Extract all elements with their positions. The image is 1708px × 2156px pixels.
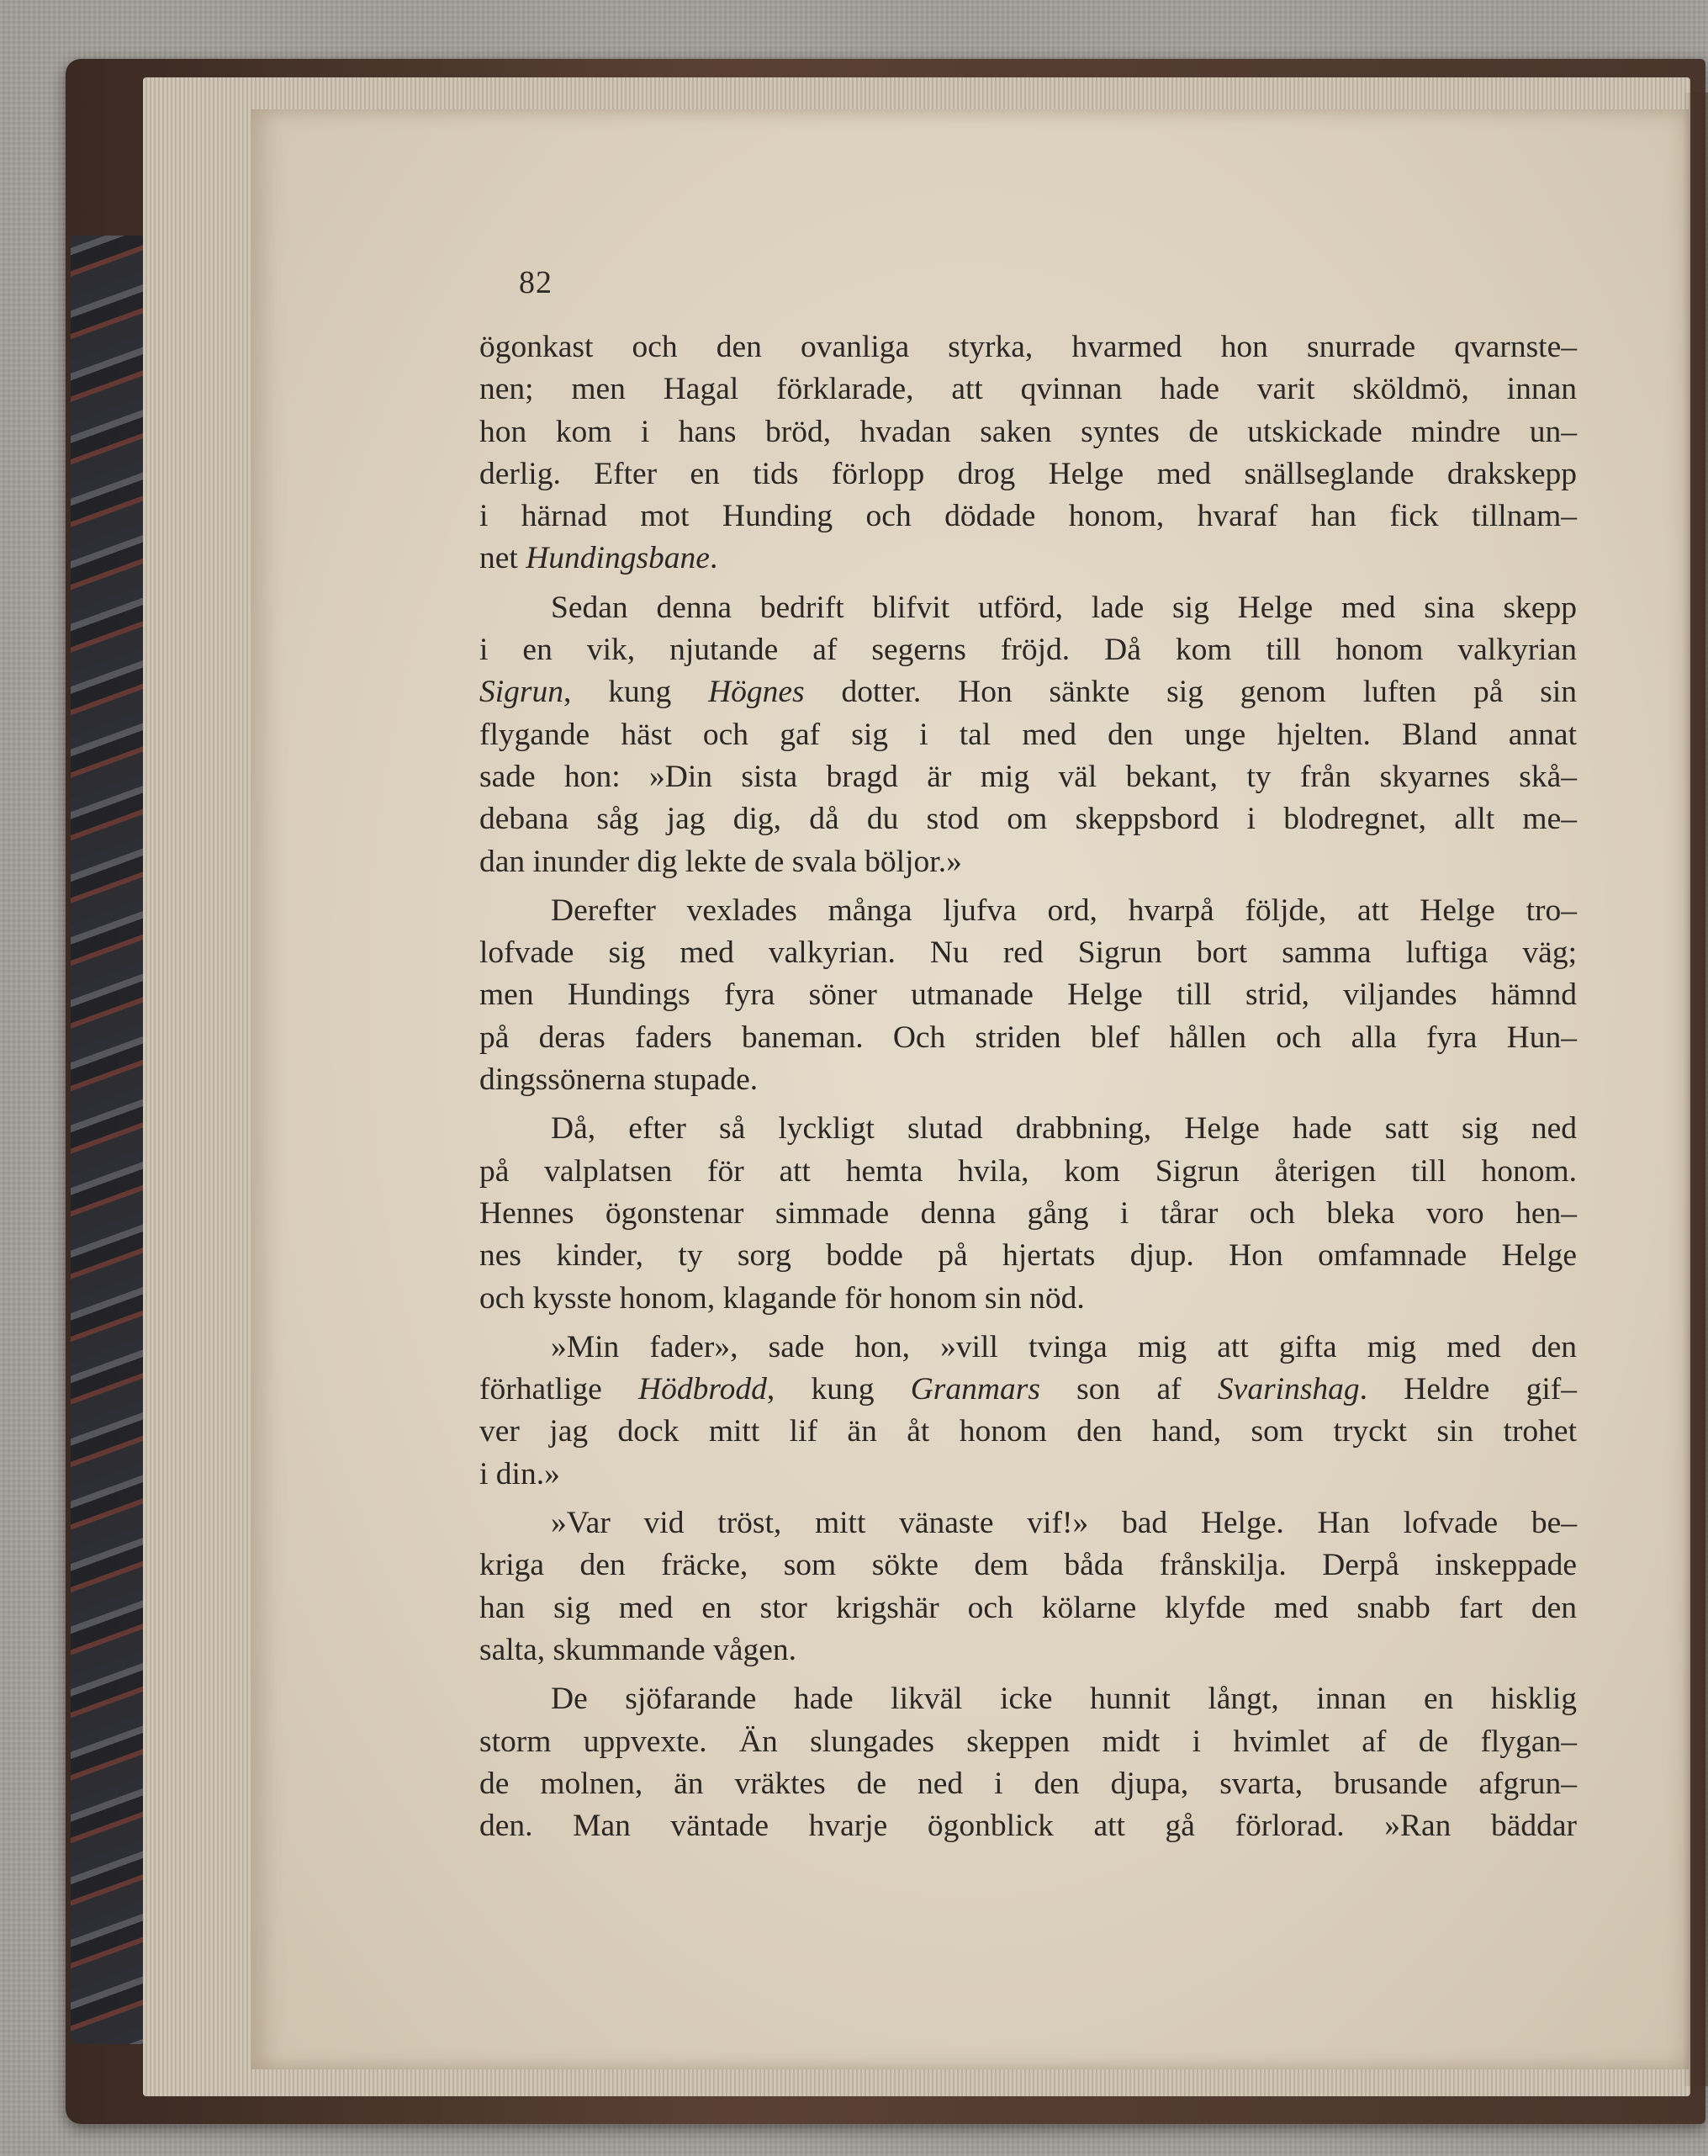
text-line [479, 1369, 1577, 1411]
text-line: Då, efter så lyckligt slutad drabbning, Helge hade satt sig ned [551, 1111, 1577, 1147]
text-line: i en vik, njutande af segerns fröjd. Då kom till honom valkyrian [479, 633, 1577, 668]
text-line: De sjöfarande hade likväl icke hunnit långt, innan en hisklig [551, 1682, 1577, 1717]
text-line: derlig. Efter en tids förlopp drog Helge med snällseglande drakskepp [479, 456, 1577, 491]
page-number: 82 [519, 265, 553, 300]
text-line: sade hon: »Din sista bragd är mig väl bekant, ty från skyarnes skå– [479, 759, 1577, 794]
text-line: men Hundings fyra söner utmanade Helge till strid, viljandes hämnd [479, 977, 1577, 1013]
text-line [479, 671, 1577, 713]
paragraph-6 [479, 1502, 1577, 1671]
text-run: son af [1039, 1372, 1218, 1407]
paragraph-3 [479, 890, 1577, 1101]
italic-name: Svarinshag [1217, 1372, 1360, 1407]
body-text [479, 326, 1577, 1847]
text-run: förhatlige [479, 1372, 639, 1407]
paragraph-1 [479, 326, 1577, 580]
text-line: Derefter vexlades många ljufva ord, hvarpå följde, att Helge tro– [551, 893, 1577, 928]
italic-name: Granmars [910, 1372, 1040, 1407]
text-line: dingssönerna stupade. [479, 1062, 759, 1098]
text-line: storm uppvexte. Än slungades skeppen midt i hvimlet af de flygan– [479, 1724, 1577, 1759]
text-line: »Var vid tröst, mitt vänaste vif!» bad Helge. Han lofvade be– [551, 1506, 1577, 1541]
text-line: kriga den fräcke, som sökte dem båda frånskilja. Derpå inskeppade [479, 1548, 1577, 1583]
paragraph-4 [479, 1108, 1577, 1319]
text-line: salta, skummande vågen. [479, 1632, 796, 1667]
paragraph-2 [479, 587, 1577, 883]
text-line: ver jag dock mitt lif än åt honom den hand, som tryckt sin trohet [479, 1414, 1577, 1449]
paragraph-7 [479, 1678, 1577, 1847]
text-line: debana såg jag dig, då du stod om skeppsbord i blodregnet, allt me– [479, 802, 1577, 837]
text-line: lofvade sig med valkyrian. Nu red Sigrun bort samma luftiga väg; [479, 935, 1577, 971]
text-line: i härnad mot Hunding och dödade honom, hvaraf han fick tillnam– [479, 499, 1577, 534]
text-run: dotter. Hon sänkte sig genom luften på sin [804, 675, 1578, 710]
italic-name: Högnes [708, 675, 805, 710]
italic-name: Hödbrodd [638, 1372, 767, 1407]
text-line: de molnen, än vräktes de ned i den djupa, svarta, brusande afgrun– [479, 1766, 1577, 1801]
paragraph-5 [479, 1327, 1577, 1496]
text-line: och kysste honom, klagande för honom sin nöd. [479, 1280, 1085, 1316]
text-line: han sig med en stor krigshär och kölarne klyfde med snabb fart den [479, 1590, 1577, 1625]
text-line: hon kom i hans bröd, hvadan saken syntes de utskickade mindre un– [479, 414, 1577, 449]
text-run: , kung [563, 675, 709, 710]
page-edge-shadow [1683, 93, 1708, 2086]
text-run: . [709, 541, 718, 576]
text-line: den. Man väntade hvarje ögonblick att gå förlorad. »Ran bäddar [479, 1809, 1577, 1844]
italic-name: Sigrun [479, 675, 564, 710]
italic-name: Hundingsbane [526, 541, 710, 576]
text-line: på deras faders baneman. Och striden blef hållen och alla fyra Hun– [479, 1020, 1577, 1055]
text-line [479, 538, 1577, 580]
text-line: »Min fader», sade hon, »vill tvinga mig att gifta mig med den [551, 1329, 1577, 1364]
text-line: nen; men Hagal förklarade, att qvinnan hade varit sköldmö, innan [479, 372, 1577, 407]
marbled-edge [71, 236, 146, 2044]
text-line: i din.» [479, 1456, 560, 1491]
text-line: nes kinder, ty sorg bodde på hjertats djup. Hon omfamnade Helge [479, 1238, 1577, 1274]
text-line: på valplatsen för att hemta hvila, kom Sigrun återigen till honom. [479, 1153, 1577, 1189]
text-run: net [479, 541, 526, 576]
text-line: Hennes ögonstenar simmade denna gång i tårar och bleka voro hen– [479, 1195, 1577, 1231]
text-line: ögonkast och den ovanliga styrka, hvarmed hon snurrade qvarnste– [479, 330, 1577, 364]
text-line: flygande häst och gaf sig i tal med den unge hjelten. Bland annat [479, 717, 1577, 752]
text-run: . Heldre gif– [1359, 1372, 1577, 1407]
text-run: , kung [766, 1372, 911, 1407]
text-line: Sedan denna bedrift blifvit utförd, lade sig Helge med sina skepp [551, 590, 1577, 625]
text-line: dan inunder dig lekte de svala böljor.» [479, 844, 962, 879]
